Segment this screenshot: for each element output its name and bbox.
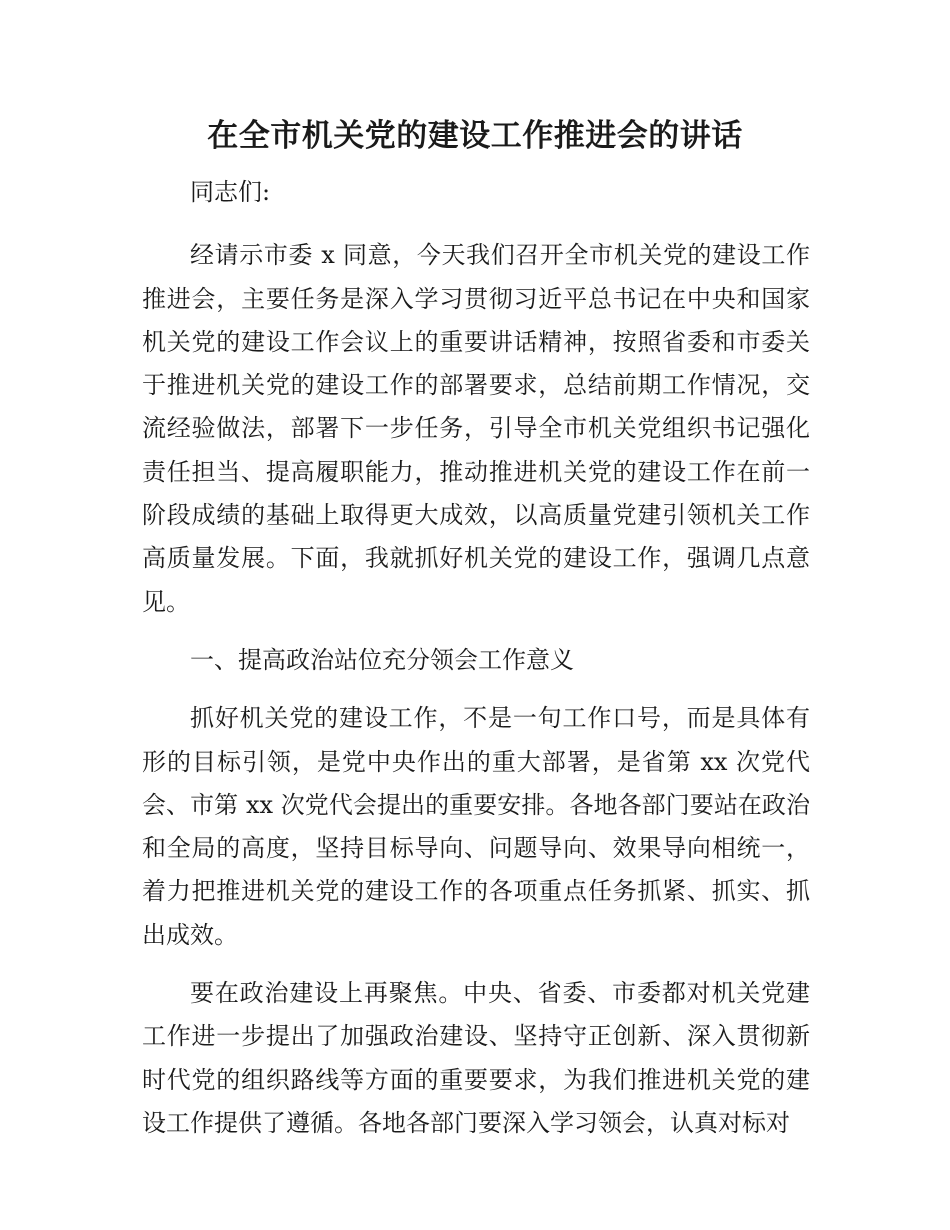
document-body	[142, 171, 810, 1160]
paragraph-section-1: 抓好机关党的建设工作，不是一句工作口号，而是具体有形的目标引领，是党中央作出的重大部署，是省第 xx 次党代会、市第 xx 次党代会提出的重要安排。各地各部门要站在政治和全局的高度，坚持目标导向、问题导向、效果导向相统一，着力把推进机关党的建设工作的各项重点任务抓紧、抓实、抓出成效。	[142, 704, 810, 949]
greeting: 同志们:	[190, 178, 271, 206]
paragraph-political-building: 要在政治建设上再聚焦。中央、省委、市委都对机关党建工作进一步提出了加强政治建设、坚持守正创新、深入贯彻新时代党的组织路线等方面的重要要求，为我们推进机关党的建设工作提供了遵循。各地各部门要深入学习领会，认真对标对	[142, 979, 810, 1137]
section-heading-1: 一、提高政治站位充分领会工作意义	[190, 645, 574, 674]
document-title: 在全市机关党的建设工作推进会的讲话	[207, 118, 743, 154]
paragraph-intro: 经请示市委 x 同意，今天我们召开全市机关党的建设工作推进会，主要任务是深入学习贯彻习近平总书记在中央和国家机关党的建设工作会议上的重要讲话精神，按照省委和市委关于推进机关党的建设工作的部署要求，总结前期工作情况，交流经验做法，部署下一步任务，引导全市机关党组织书记强化责任担当、提高履职能力，推动推进机关党的建设工作在前一阶段成绩的基础上取得更大成效，以高质量党建引领机关工作高质量发展。下面，我就抓好机关党的建设工作，强调几点意见。	[142, 241, 810, 616]
